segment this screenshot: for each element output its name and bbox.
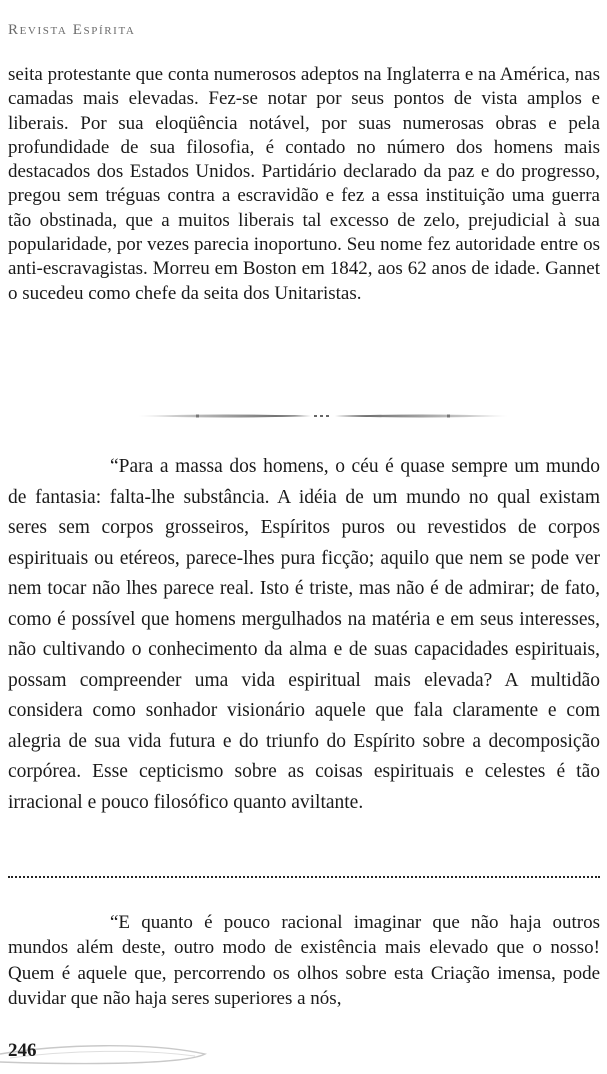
paragraph-quote-heaven: “Para a massa dos homens, o céu é quase sempre um mundo de fantasia: falta-lhe substância. A idéia de um mundo no qual existam seres sem corpos grosseiros, Espíritos puros ou revestidos de corpos espirituais ou etéreos, parece-lhes pura ficção; aquilo que nem se pode ver nem tocar não lhes parece real. Isto é triste, mas não é de admirar; de fato, como é possível que homens mergulhados na matéria e em seus interesses, não cultivando o conhecimento da alma e de suas capacidades espirituais, possam compreender uma vida espiritual mais elevada? A multidão considera como sonhador visionário aquele que fala claramente e com alegria de sua vida futura e do triunfo do Espírito sobre a decomposição corpórea. Esse cepticismo sobre as coisas espirituais e celestes é tão irracional e pouco filosófico quanto aviltante.: [8, 456, 600, 813]
paragraph-quote-worlds: “E quanto é pouco racional imaginar que não haja outros mundos além deste, outro modo de existência mais elevado que o nosso! Quem é aquele que, percorrendo os olhos sobre esta Criação imensa, pode duvidar que não haja seres superiores a nós,: [8, 912, 600, 1009]
dotted-separator-line: [8, 876, 600, 878]
page-number: 246: [8, 1040, 37, 1061]
running-header-title: Revista Espírita: [8, 22, 136, 38]
section-divider-ornament-icon: [136, 408, 510, 424]
paragraph-biography: seita protestante que conta numerosos adeptos na Inglaterra e na América, nas camadas mais elevadas. Fez-se notar por seus pontos de vista amplos e liberais. Por sua eloqüência notável, por suas numerosas obras e pela profundidade de sua filosofia, é contado no número dos homens mais destacados dos Estados Unidos. Partidário declarado da paz e do progresso, pregou sem tréguas contra a escravidão e fez a essa instituição uma guerra tão obstinada, que a muitos liberais tal excesso de zelo, prejudicial à sua popularidade, por vezes parecia inoportuno. Seu nome fez autoridade entre os anti-escravagistas. Morreu em Boston em 1842, aos 62 anos de idade. Gannet o sucedeu como chefe da seita dos Unitaristas.: [8, 64, 600, 304]
